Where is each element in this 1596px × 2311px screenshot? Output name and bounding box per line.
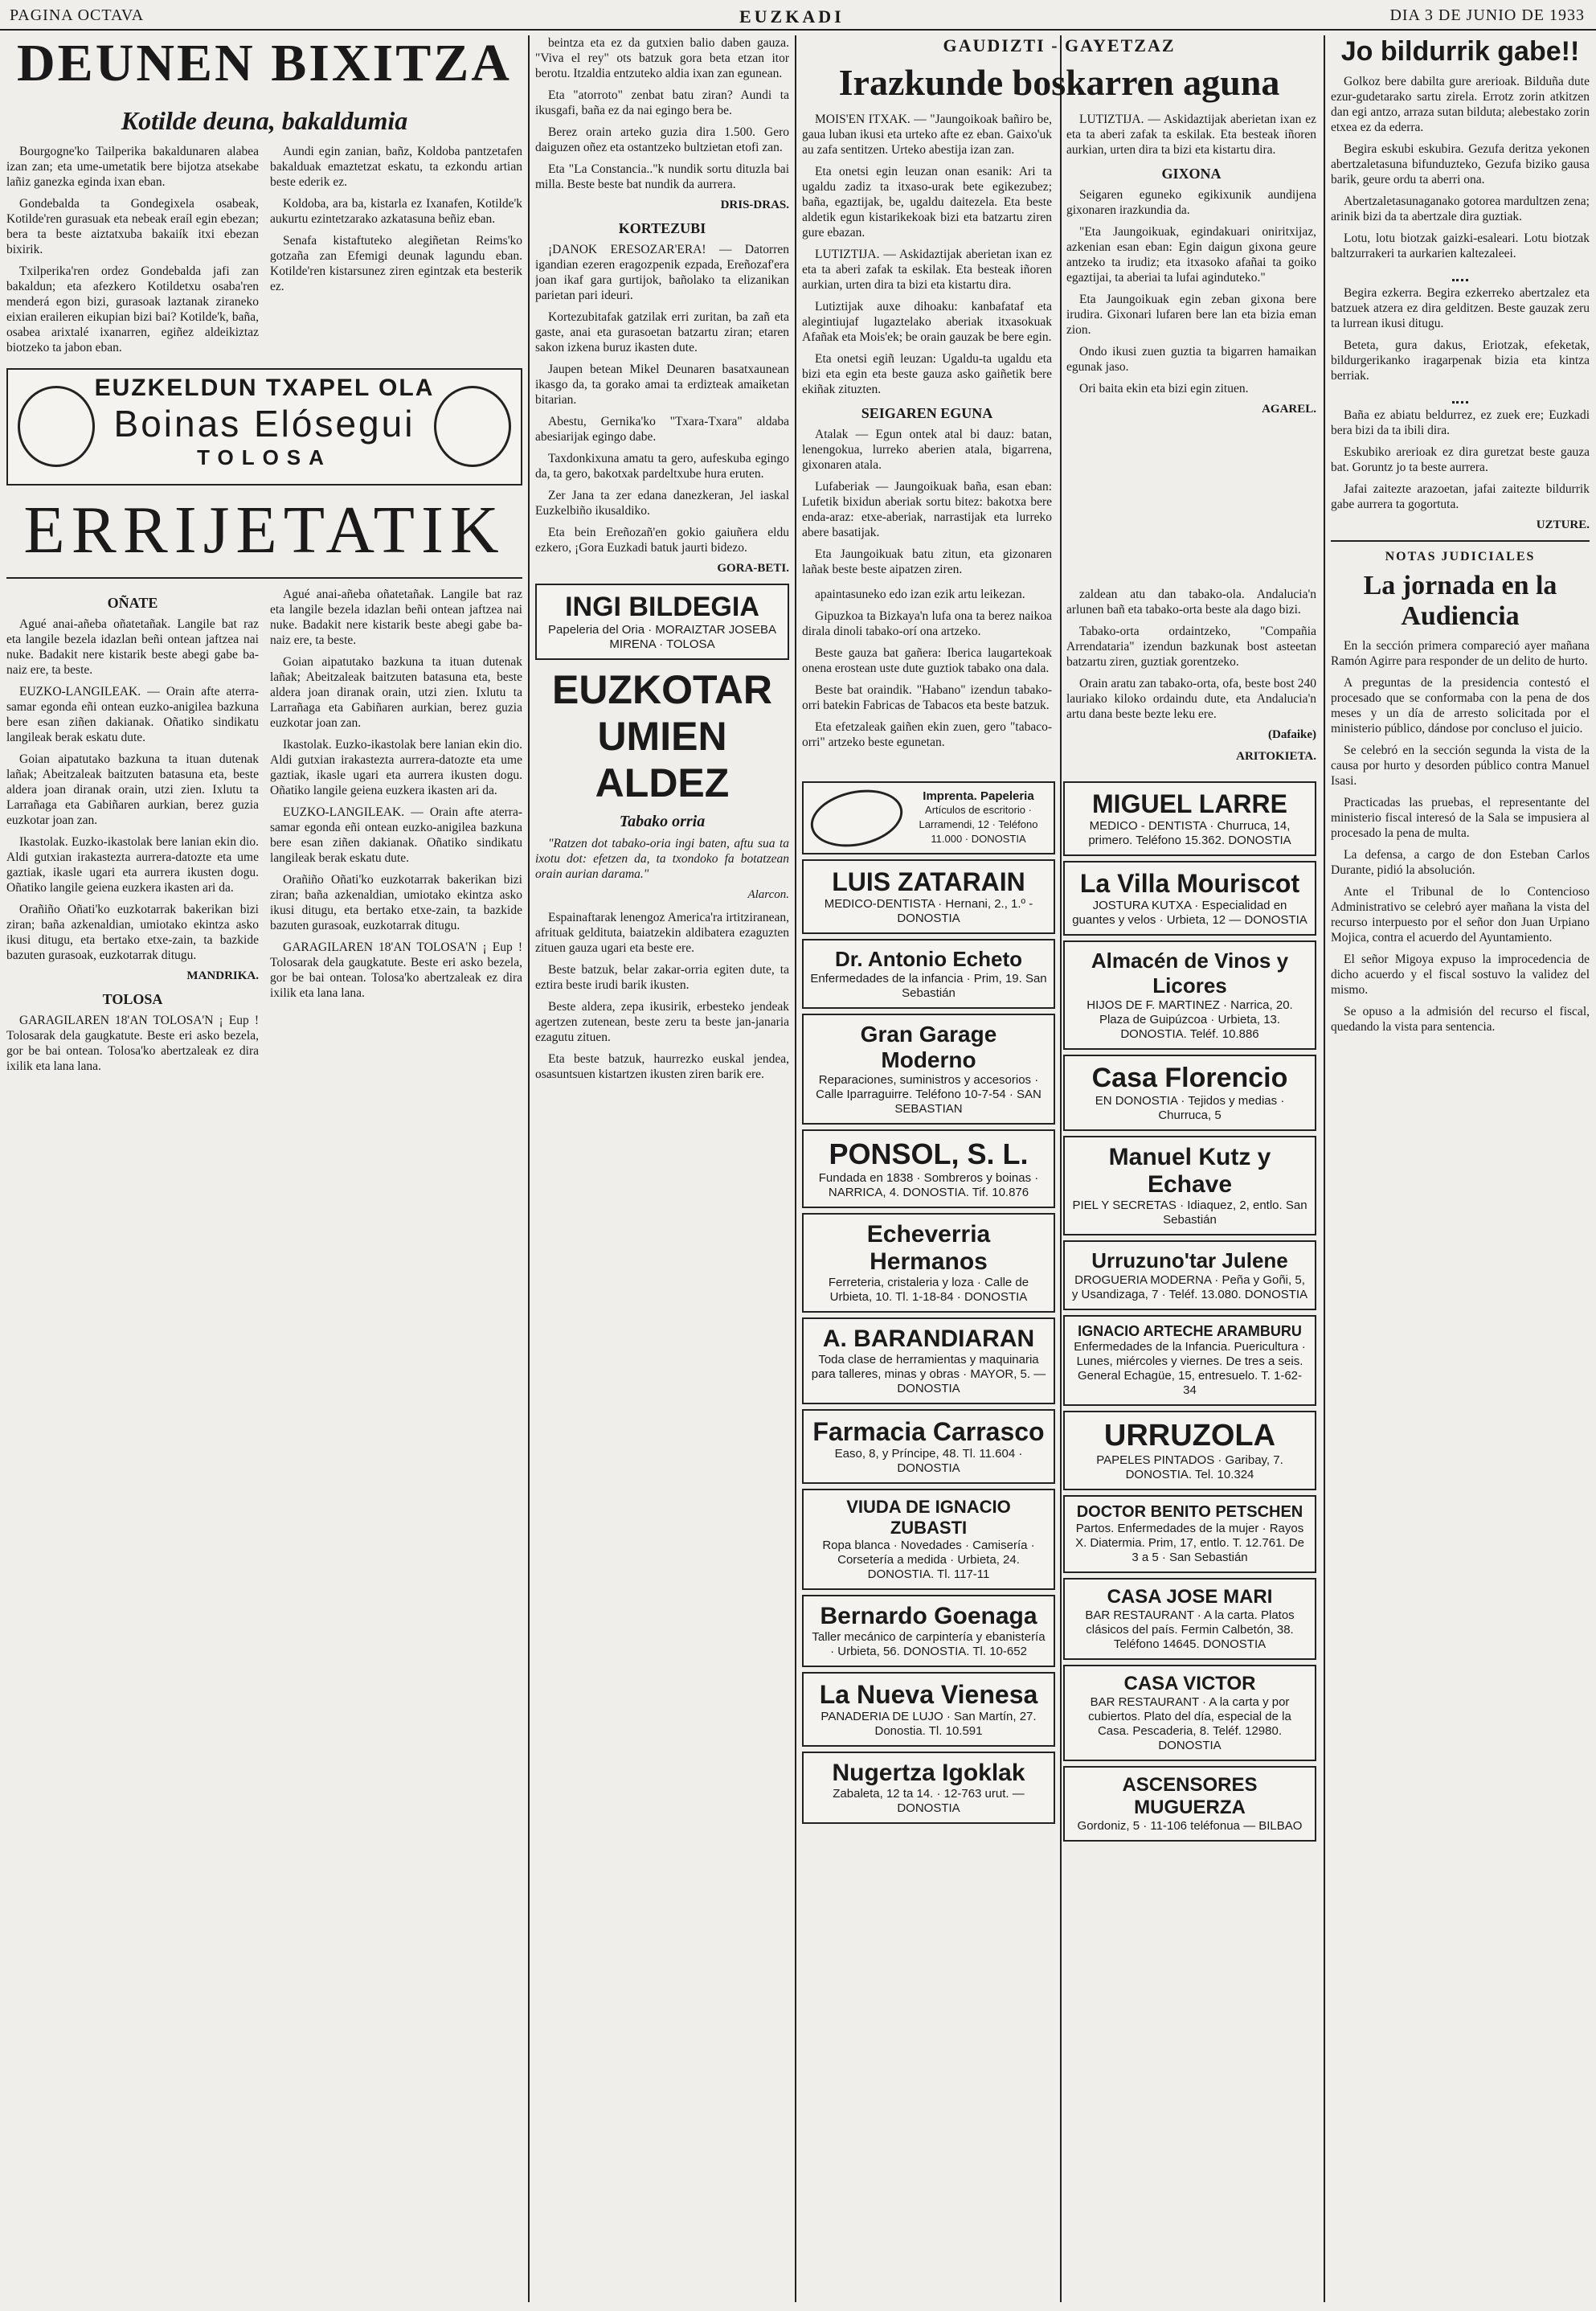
ad-goenaga: Bernardo Goenaga Taller mecánico de carpintería y ebanistería · Urbieta, 56. DONOSTIA. Tl. 10-652 <box>802 1595 1055 1667</box>
section-heading: KORTEZUBI <box>618 220 706 236</box>
article-paragraph: Gipuzkoa ta Bizkaya'n lufa ona ta berez naikoa dirala dinoli tabako-orí ona artzeko. <box>802 609 1052 638</box>
section-heading: GIXONA <box>1161 166 1222 182</box>
banner-top: EUZKELDUN TXAPEL OLA <box>94 375 435 401</box>
article-paragraph: beintza eta ez da gutxien balio daben gauza. "Viva el rey" ots batzuk gora beta etzan itor berotu. Itzaldia entzuteko aldia ixan zan egunean. <box>535 36 789 80</box>
ad-zatarain: LUIS ZATARAIN MEDICO-DENTISTA · Hernani, 2., 1.º - DONOSTIA <box>802 859 1055 934</box>
article-paragraph: Begira eskubi eskubira. Gezufa deritza yekonen abertzaletasuna bifunduzteko, Gezufa biziko gausa barik, geure ordu ta aberri ona. <box>1331 142 1590 186</box>
article-paragraph: Lotu, lotu biotzak gaizki-esaleari. Lotu biotzak baltzurrakeri ta aurkarien kaltezaleei. <box>1331 232 1590 260</box>
signature: (Dafaike) <box>1268 728 1316 741</box>
article-paragraph: La defensa, a cargo de don Esteban Carlos Durante, pidió la absolución. <box>1331 848 1590 877</box>
ad-vienesa: La Nueva Vienesa PANADERIA DE LUJO · San Martín, 27. Donostia. Tl. 10.591 <box>802 1672 1055 1747</box>
article-paragraph: EUZKO-LANGILEAK. — Orain afte aterra-samar egonda eñi ontean euzko-anigilea bazkuna bere esan ziñen dakianak. Oñatiko sindikatu langileak berak eskatu dute. <box>270 805 522 865</box>
divider <box>1331 540 1590 542</box>
article-paragraph: Gondebalda ta Gondegixela osabeak, Kotilde'ren gurasuak eta nebeak eraíl egin ebezan; bera ta beste aiztatxuba bakaiík itxi ebezan bixirik. <box>6 197 259 256</box>
article-paragraph: MOIS'EN ITXAK. — "Jaungoikoak bañiro be, gaua luban ikusi eta urteko afte ez eban. Gaixo'uk au zafa sentitzen. Urteko abestija izan zan. <box>802 113 1052 157</box>
column-rule <box>1324 35 1325 2302</box>
article-paragraph: Se celebró en la sección segunda la vista de la causa por hurto y desorden público contra Manuel Isasi. <box>1331 744 1590 788</box>
article-paragraph: Jafai zaitezte arazoetan, jafai zaitezte bildurrik gabe aurrera ta gogortuta. <box>1331 482 1590 511</box>
divider <box>6 577 522 579</box>
article-paragraph: Tabako-orta ordaintzeko, "Compañia Arrendataria" izendun bazkunak bost asteetan batzartu ziren, guztiak gorentzeko. <box>1066 625 1316 669</box>
article-paragraph: Txilperika'ren ordez Gondebalda jafi zan bakaldun; eta afezkero Kotildetxu osaba'ren menderá egon bizi, gurasoak laztanak ziraneko eixian eraileren eikupian bizi bai? Kotilde'k, baña, osabea arixtalé ixanarren, egiñez aldeikiztaz biotzeko ta jabon eban. <box>6 264 259 354</box>
logo-stamp <box>805 781 908 854</box>
notas-heading: NOTAS JUDICIALES <box>1385 550 1536 563</box>
ad-josemari: CASA JOSE MARI BAR RESTAURANT · A la carta. Platos clásicos del país. Fermin Calbetón, 38. Teléfono 14645. DONOSTIA <box>1063 1578 1316 1660</box>
article-paragraph: Ori baita ekin eta bizi egin zituen. <box>1079 382 1249 395</box>
article-paragraph: Orañiño Oñati'ko euzkotarrak bakerikan bizi ziran; baña azkenaldian, umiotako ekintza asko ikusi ditugu, eta bertako etxe-zain, ta bazkide bazuten gurasoak, euzkotarrak ditugu. <box>270 873 522 932</box>
banner-bottom: TOLOSA <box>197 445 332 469</box>
signature: UZTURE. <box>1536 518 1590 531</box>
article-paragraph: Ondo ikusi zuen guztia ta bigarren hamaikan egunak jaso. <box>1066 345 1316 374</box>
signature: GORA-BETI. <box>717 562 789 575</box>
article-paragraph: GARAGILAREN 18'AN TOLOSA'N ¡ Eup ! Tolosarak dela gaugkatute. Beste eri asko bezela, gor be bai ontean. Tolosa'ko abertzaleak ez dira ixilik eta lana lana. <box>270 940 522 1000</box>
article-paragraph: Eskubiko arerioak ez dira guretzat beste gauza bat. Goruntz jo ta beste aurrera. <box>1331 445 1590 474</box>
article-paragraph: Eta "La Constancia.."k nundik sortu dituzla bai milla. Beste beste bat nundik da aurrera. <box>535 162 789 191</box>
article-paragraph: Beste gauza bat gañera: Iberica laugartekoak onena erostean uste dute guztiok tabako ona dala. <box>802 646 1052 675</box>
ad-garage: Gran Garage Moderno Reparaciones, suministros y accesorios · Calle Iparraguirre. Teléfono 10-7-54 · SAN SEBASTIAN <box>802 1014 1055 1125</box>
bildurrik-title: Jo bildurrik gabe!! <box>1340 36 1580 67</box>
article-paragraph: Espainaftarak lenengoz America'ra irtitziranean, afrituak geldituta, baiatzekin aldibatera ezaguzten zituen gauza ugari eta beste ere. <box>535 911 789 955</box>
ad-igoklak: Nugertza Igoklak Zabaleta, 12 ta 14. · 12-763 urut. — DONOSTIA <box>802 1752 1055 1824</box>
article-paragraph: Practicadas las pruebas, el representante del ministerio fiscal interesó de la Sala se impusiera al procesado la pena de multa. <box>1331 796 1590 840</box>
second-column <box>535 35 789 2306</box>
article-paragraph: Beste batzuk, belar zakar-orria egiten dute, ta eztira beste irudi barik ikusten. <box>535 963 789 992</box>
ad-victor: CASA VICTOR BAR RESTAURANT · A la carta y por cubiertos. Plato del día, especial de la Casa. Pescaderia, 8. Teléf. 12980. DONOSTIA <box>1063 1665 1316 1761</box>
article-paragraph: EUZKO-LANGILEAK. — Orain afte aterra-samar egonda eñi ontean euzko-anigilea bazkuna bere esan ziñen dakianak. Oñatiko sindikatu langileak berak eskatu dute. <box>6 685 259 744</box>
deunen-title: DEUNEN BIXITZA <box>17 35 512 92</box>
article-paragraph: Eta bein Ereñozañ'en gokio gaiuñera eldu ezkero, ¡Gora Euzkadi batuk jaurti bidezo. <box>535 526 789 555</box>
column-rule <box>528 35 530 2302</box>
article-paragraph: Ikastolak. Euzko-ikastolak bere lanian ekin dio. Aldi gutxian irakastezta aurrera-datozte eta ume gaztiak, ikasle ugari eta aurrera ikusten dogu. Oñatiko langile geiena euzkera ikasten ari da. <box>6 835 259 895</box>
signature: AGAREL. <box>1262 403 1316 416</box>
article-paragraph: Beste bat oraindik. "Habano" izendun tabako-orri batekin Fabricas de Tabacos eta beste batzuk. <box>802 683 1052 712</box>
article-paragraph: LUTIZTIJA. — Askidaztijak aberietan ixan ez eta ta aberi zafak ta eskilak. Eta besteak iñoren aurkian, urten dira ta bizi eta kistartu dira. <box>802 248 1052 292</box>
article-paragraph: Seigaren eguneko egikixunik aundijena gixonaren irazkundia da. <box>1066 188 1316 217</box>
article-paragraph: Orain aratu zan tabako-orta, ofa, beste bost 240 lauriako kiloko ordaindu dute, eta Andalucia'n artu dana beste bezte leku ere. <box>1066 677 1316 721</box>
signature: DRIS-DRAS. <box>720 199 789 211</box>
page-header <box>0 0 1596 31</box>
article-paragraph: GARAGILAREN 18'AN TOLOSA'N ¡ Eup ! Tolosarak dela gaugkatute. Beste eri asko bezela, gor be bai ontean. Tolosa'ko abertzaleak ez dira ixilik eta lana lana. <box>6 1014 259 1073</box>
article-paragraph: zaldean atu dan tabako-ola. Andalucia'n arlunen bañ eta tabako-orta beste ala dago bizi. <box>1066 588 1316 617</box>
place-heading: OÑATE <box>107 595 158 611</box>
woman-face-illustration <box>18 386 95 467</box>
article-paragraph: A preguntas de la presidencia contestó el procesado que se conformaba con la pena de dos meses y un día de arresto solicitada por el ministerio público, dándose por concluso el juicio. <box>1331 676 1590 736</box>
ad-vinos: Almacén de Vinos y Licores HIJOS DE F. MARTINEZ · Narrica, 20. Plaza de Guipúzcoa · Urbieta, 13. DONOSTIA. Teléf. 10.886 <box>1063 940 1316 1050</box>
article-paragraph: Zer Jana ta zer edana danezkeran, Jel iaskal Euzkelbiño ikusaldiko. <box>535 489 789 518</box>
ad-drogueria: Urruzuno'tar Julene DROGUERIA MODERNA · Peña y Goñi, 5, y Usandizaga, 7 · Teléf. 13.080. DONOSTIA <box>1063 1240 1316 1310</box>
ad-ponsol: PONSOL, S. L. Fundada en 1838 · Sombreros y boinas · NARRICA, 4. DONOSTIA. Tif. 10.876 <box>802 1129 1055 1208</box>
article-paragraph: Lutiztijak auxe dihoaku: kanbafataf eta alegintiujaf lugaztelako aberiak itxasokuak Afañak eta Mois'ek; be orain gauzak be bere egin. <box>802 300 1052 344</box>
article-paragraph: Jaupen betean Mikel Deunaren basatxaunean ikasgo da, ta gorako amai ta erdizteak amaiketan bitarian. <box>535 363 789 407</box>
article-paragraph: Eta beste batzuk, haurrezko euskal jendea, osasuntsuen kistartzen ikusten ziren barik ere. <box>535 1052 789 1081</box>
ad-arteche: IGNACIO ARTECHE ARAMBURU Enfermedades de la Infancia. Puericultura · Lunes, miércoles y viernes. De tres a seis. General Echagüe, 15, entresuelo. T. 1-62-34 <box>1063 1315 1316 1406</box>
separator-dots <box>1452 268 1468 281</box>
article-paragraph: apaintasuneko edo izan ezik artu leikezan. <box>815 588 1025 601</box>
article-paragraph: Begira ezkerra. Begira ezkerreko abertzalez eta batzuek atzera ez dira gelditzen. Beste gauzak zeru ta lurrean ikusi ditugu. <box>1331 286 1590 330</box>
article-paragraph: Orañiño Oñati'ko euzkotarrak bakerikan bizi ziran; baña azkenaldian, umiotako ekintza asko ikusi ditugu, eta bertako etxe-zain, ta bazkide bazuten gurasoak, euzkotarrak ditugu. <box>6 903 259 962</box>
article-paragraph: Eta "atorroto" zenbat batu ziran? Aundi ta ikusgafi, baña ez da nai egingo bera be. <box>535 88 789 117</box>
article-paragraph: Kortezubitafak gatzilak erri zuritan, ba zañ eta gaste, anai eta gurasoetan batzartu ziran; etaren sakon izkena buruz ikasten dute. <box>535 310 789 354</box>
article-paragraph: Eta efetzaleak gaiñen ekin zuen, gero "tabaco-orri" artzeko beste egunetan. <box>802 720 1052 749</box>
article-paragraph: Abertzaletasunaganako gotorea mardultzen zena; arinik bizi da ta abertzale dira guztiak. <box>1331 195 1590 223</box>
article-paragraph: Taxdonkixuna amatu ta gero, aufeskuba egingo da, ta gero, bakotxak pardeltxube hura eruten. <box>535 452 789 481</box>
quote-author: Alarcon. <box>747 888 789 901</box>
ad-muguerza: ASCENSORES MUGUERZA Gordoniz, 5 · 11-106 teléfonua — BILBAO <box>1063 1766 1316 1842</box>
errijetatik-title: ERRIJETATIK <box>23 493 505 568</box>
left-column <box>6 35 522 2306</box>
article-paragraph: Beste aldera, zepa ikusirik, erbesteko jendeak agertzen zutenean, beste zeru ta beste jan-janaria ezagutu zituen. <box>535 1000 789 1044</box>
article-paragraph: Eta Jaungoikuak batu zitun, eta gizonaren lañak beste beste aipatzen ziren. <box>802 547 1052 576</box>
banner-middle: Boinas Elósegui <box>113 403 415 445</box>
jornada-title: La jornada en la Audiencia <box>1363 571 1557 631</box>
article-paragraph: Agué anai-añeba oñatetañak. Langile bat raz eta langile bezela idazlan beñi ontean jaftzea nai nuke. Badakit nere kistarik beste abegi gabe ba-naiz ere, ta beste. <box>270 588 522 647</box>
quote: "Ratzen dot tabako-oria ingi baten, aftu sua ta ixotu dot: efetzen da, ta txondoko fa botatzean orain aurian darama." <box>535 837 789 881</box>
tabako-heading: Tabako orria <box>619 813 706 830</box>
ad-zubasti: VIUDA DE IGNACIO ZUBASTI Ropa blanca · Novedades · Camisería · Corsetería a medida · Urbieta, 24. DONOSTIA. Tl. 117-11 <box>802 1489 1055 1590</box>
article-paragraph: Agué anai-añeba oñatetañak. Langile bat raz eta langile bezela idazlan beñi ontean jaftzea nai nuke. Badakit nere kistarik beste abegi gabe ba-naiz ere, ta beste. <box>6 617 259 677</box>
article-paragraph: Bourgogne'ko Tailperika bakaldunaren alabea izan zan; eta ume-umetatik bere bijotza atsekabe lañiz ganezka eginda ixan eban. <box>6 145 259 189</box>
article-paragraph: Atalak — Egun ontek atal bi dauz: batan, lenengokua, lurreko aberien atala, bigarrena, gixonaren atala. <box>802 428 1052 472</box>
article-paragraph: Abestu, Gernika'ko "Txara-Txara" aldaba abesiarijak egingo dabe. <box>535 415 789 444</box>
page-date: DIA 3 DE JUNIO DE 1933 <box>1389 6 1585 24</box>
ad-kutz: Manuel Kutz y Echave PIEL Y SECRETAS · Idiaquez, 2, entlo. San Sebastián <box>1063 1136 1316 1235</box>
article-paragraph: Lufaberiak — Jaungoikuak baña, esan eban: Lufetik bixidun aberiak sortu bitez: bakotxa bere enda-araz: etxe-aberiak, narrastijak eta lurreko abere basatijak. <box>802 480 1052 539</box>
article-paragraph: Berez orain arteko guzia dira 1.500. Gero daiguzen oñez eta ostantzeko bultzietan etofi zan. <box>535 125 789 154</box>
article-paragraph: Koldoba, ara ba, kistarla ez Ixanafen, Kotilde'k aukurtu ezintetzarako azkatasuna beñiz eban. <box>270 197 522 226</box>
ad-florencio: Casa Florencio EN DONOSTIA · Tejidos y medias · Churruca, 5 <box>1063 1055 1316 1131</box>
boinas-banner <box>6 368 522 486</box>
ad-echeverria: Echeverria Hermanos Ferreteria, cristaleria y loza · Calle de Urbieta, 10. Tl. 1-18-84 · DONOSTIA <box>802 1213 1055 1313</box>
printing-ad: Imprenta. Papeleria Artículos de escritorio · Larramendi, 12 · Teléfono 11.000 · DONOSTIA <box>802 781 1055 854</box>
article-paragraph: Ante el Tribunal de lo Contencioso Administrativo se celebró ayer mañana la vista del recurso interpuesto por el señor don Juan Urpiano Mojica, contra el acuerdo del Ayuntamiento. <box>1331 885 1590 944</box>
ingi-bildegia-ad: INGI BILDEGIA Papeleria del Oria · MORAIZTAR JOSEBA MIRENA · TOLOSA <box>535 584 789 660</box>
umien-title: EUZKOTAR UMIEN ALDEZ <box>551 667 773 805</box>
signature: ARITOKIETA. <box>1236 750 1316 763</box>
article-paragraph: Aundi egin zanian, bañz, Koldoba pantzetafen bakalduak emaztetzat eskatu, ta ezkondu artian beste ederik ez. <box>270 145 522 189</box>
article-paragraph: Beteta, gura dakus, Eriotzak, efeketak, bildurgerikanko iragarpenak bizia eta kintza berriak. <box>1331 338 1590 383</box>
article-paragraph: ¡DANOK ERESOZAR'ERA! — Datorren igandian ezeren eragozpenik ezpada, Ereñozaf'era joan ikaf gara gurtijok, bañolako ta elizanikan parietan pari ideuri. <box>535 243 789 302</box>
article-paragraph: Goian aipatutako bazkuna ta ituan dutenak lañak; Abeitzaleak baitzuten batasuna eta, beste aldera joan diranak orain, utzi zien. Ixlutu ta Larrañaga eta Gabiñaren aurkian, berez guzia euzkotar joan zan. <box>6 752 259 827</box>
ad-urruzola: URRUZOLA PAPELES PINTADOS · Garibay, 7. DONOSTIA. Tel. 10.324 <box>1063 1411 1316 1490</box>
middle-right-area <box>802 35 1316 2306</box>
article-paragraph: Senafa kistaftuteko alegiñetan Reims'ko gotzaña zan Efemigi deunak lagundu eban. Kotilde'ren kistarsunez ziren egintzak eta besterik ez. <box>270 234 522 293</box>
deunen-subtitle: Kotilde deuna, bakaldumia <box>121 106 408 135</box>
ad-echeto: Dr. Antonio Echeto Enfermedades de la infancia · Prim, 19. San Sebastián <box>802 939 1055 1009</box>
article-paragraph: El señor Migoya expuso la improcedencia de dicho acuerdo y el fiscal sostuvo la validez del mismo. <box>1331 953 1590 997</box>
article-paragraph: Ikastolak. Euzko-ikastolak bere lanian ekin dio. Aldi gutxian irakastezta aurrera-datozte eta ume gaztiak, ikasle ugari eta aurrera ikusten dogu. Oñatiko langile geiena euzkera ikasten ari da. <box>270 738 522 797</box>
man-face-illustration <box>434 386 511 467</box>
article-paragraph: "Eta Jaungoikuak, egindakuari oniritxijaz, azkenian esan eban: Egin daigun gixona geure antzeko ta irudiz; eta itxasoko afañai ta goiko egaztijai, ta aberiai ta lufai aginduteko." <box>1066 225 1316 285</box>
ad-petschen: DOCTOR BENITO PETSCHEN Partos. Enfermedades de la mujer · Rayos X. Diatermia. Prim, 17, entlo. T. 12.761. De 3 a 5 · San Sebastián <box>1063 1495 1316 1573</box>
section-heading: SEIGAREN EGUNA <box>861 405 993 421</box>
ad-mouriscot: La Villa Mouriscot JOSTURA KUTXA · Especialidad en guantes y velos · Urbieta, 12 — DONOSTIA <box>1063 861 1316 936</box>
ad-larre: MIGUEL LARRE MEDICO - DENTISTA · Churruca, 14, primero. Teléfono 15.362. DONOSTIA <box>1063 781 1316 856</box>
irazkunde-title: Irazkunde boskarren aguna <box>838 62 1280 103</box>
page-number: PAGINA OCTAVA <box>10 6 145 24</box>
article-paragraph: Se opuso a la admisión del recurso el fiscal, quedando la vista para sentencia. <box>1331 1005 1590 1034</box>
separator-dots <box>1452 390 1468 404</box>
article-paragraph: Eta onetsi egin leuzan onan esanik: Ari ta ugaldu zadiz ta itxaso-urak bete egikezubez; baña, egaztijak, be, ugaldu daitezela. Eta beste aldetik egun kistarikekoak bizi eta batzartu ziren gure ebazan. <box>802 165 1052 240</box>
column-rule <box>795 35 796 2302</box>
masthead: EUZKADI <box>739 6 845 27</box>
ad-carrasco: Farmacia Carrasco Easo, 8, y Príncipe, 48. Tl. 11.604 · DONOSTIA <box>802 1409 1055 1484</box>
kicker: GAUDIZTI - GAYETZAZ <box>943 35 1176 55</box>
article-paragraph: Baña ez abiatu beldurrez, ez zuek ere; Euzkadi bera bizi da ta ibili dira. <box>1331 408 1590 437</box>
article-paragraph: LUTIZTIJA. — Askidaztijak aberietan ixan ez eta ta aberi zafak ta eskilak. Eta besteak iñoren aurkian, urten dira ta bizi eta kistartu dira. <box>1066 113 1316 157</box>
article-paragraph: Goian aipatutako bazkuna ta ituan dutenak lañak; Abeitzaleak baitzuten batasuna eta, beste aldera joan diranak orain, utzi zien. Ixlutu ta Larrañaga eta Gabiñaren aurkian, berez guzia euzkotar joan zan. <box>270 655 522 730</box>
right-column <box>1331 35 1590 2306</box>
place-heading: TOLOSA <box>102 991 163 1007</box>
signature: MANDRIKA. <box>186 969 259 982</box>
ad-barandiaran: A. BARANDIARAN Toda clase de herramientas y maquinaria para talleres, minas y obras · MAYOR, 5. — DONOSTIA <box>802 1317 1055 1404</box>
article-paragraph: Golkoz bere dabilta gure arerioak. Bilduña dute ezur-gudetarako sartu zirela. Errotz zorin atkitzen dan egi antzo, arraza sutan bilduta; alebestako zorin etxea ez da ederra. <box>1331 75 1590 134</box>
article-paragraph: Eta Jaungoikuak egin zeban gixona bere irudira. Gixonari lufaren bere lan eta bizia eman zion. <box>1066 293 1316 337</box>
article-paragraph: En la sección primera compareció ayer mañana Ramón Agirre para responder de un delito de hurto. <box>1331 639 1590 668</box>
article-paragraph: Eta onetsi egiñ leuzan: Ugaldu-ta ugaldu eta bizi eta egin eta beste gauza asko gaiñetik bere ekiñak zituzten. <box>802 352 1052 396</box>
